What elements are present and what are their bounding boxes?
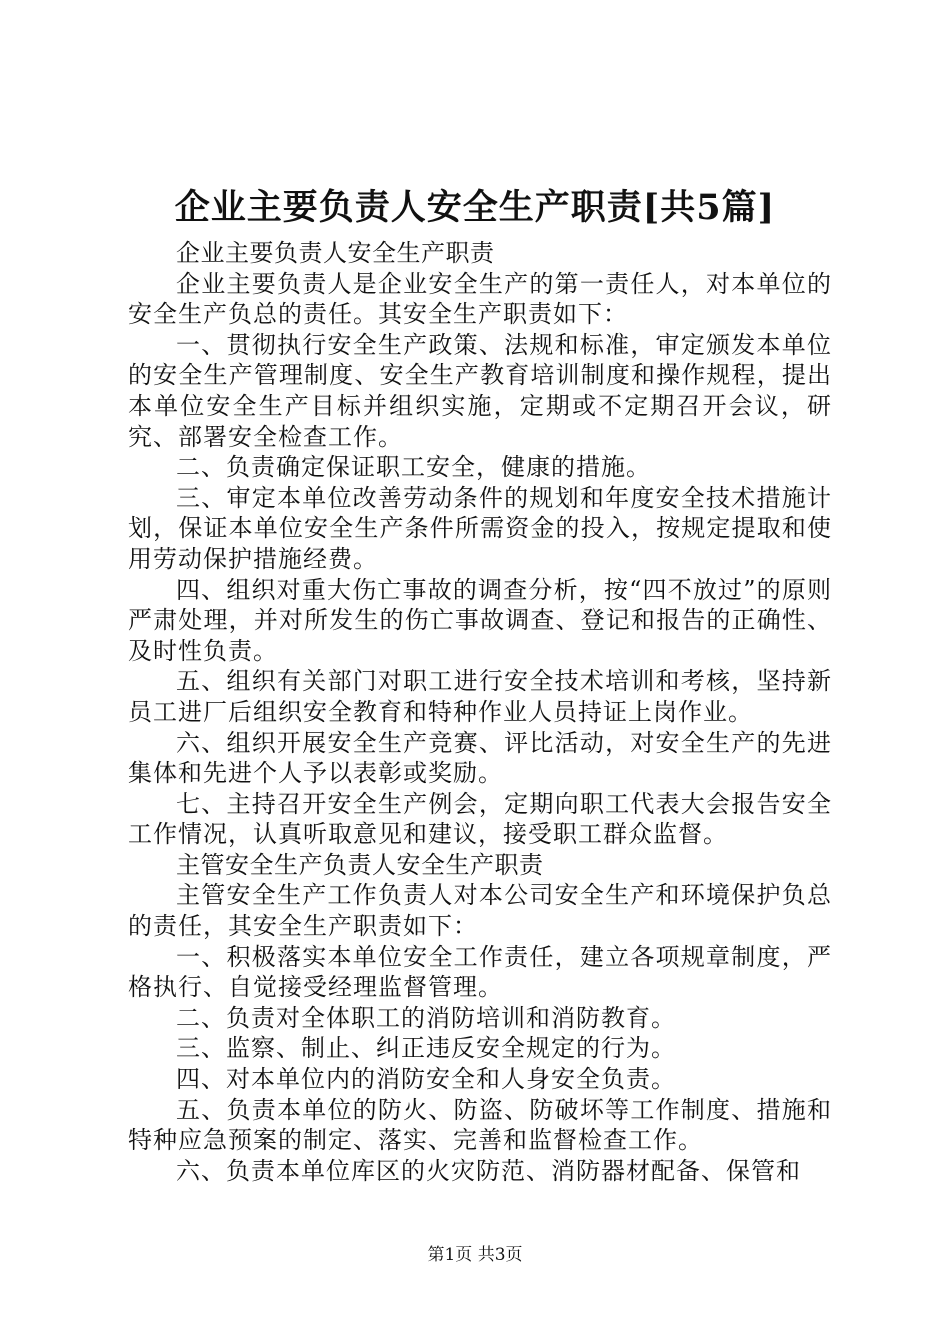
paragraph: 二、负责对全体职工的消防培训和消防教育。 (176, 1003, 676, 1032)
paragraph: 一、积极落实本单位安全工作责任，建立各项规章制度，严格执行、自觉接受经理监督管理。 (128, 942, 832, 1002)
paragraph: 五、组织有关部门对职工进行安全技术培训和考核，坚持新员工进厂后组织安全教育和特种作业人员持证上岗作业。 (128, 667, 832, 726)
section-heading: 主管安全生产负责人安全生产职责 (176, 850, 544, 879)
paragraph: 二、负责确定保证职工安全，健康的措施。 (176, 453, 651, 482)
paragraph: 企业主要负责人是企业安全生产的第一责任人，对本单位的安全生产负总的责任。其安全生产职责如下： (128, 269, 832, 329)
document-body (128, 238, 832, 1186)
page-footer: 第1页 共3页 (427, 1245, 523, 1265)
paragraph: 四、对本单位内的消防安全和人身安全负责。 (176, 1065, 676, 1094)
paragraph: 五、负责本单位的防火、防盗、防破坏等工作制度、措施和特种应急预案的制定、落实、完善和监督检查工作。 (128, 1095, 832, 1155)
paragraph: 六、负责本单位库区的火灾防范、消防器材配备、保管和 (176, 1156, 801, 1185)
section-heading: 企业主要负责人安全生产职责 (176, 239, 495, 267)
paragraph: 六、组织开展安全生产竞赛、评比活动，对安全生产的先进集体和先进个人予以表彰或奖励。 (128, 728, 832, 788)
paragraph: 一、贯彻执行安全生产政策、法规和标准，审定颁发本单位的安全生产管理制度、安全生产教育培训制度和操作规程，提出本单位安全生产目标并组织实施，定期或不定期召开会议，研究、部署安全检查工作。 (128, 330, 832, 451)
paragraph: 四、组织对重大伤亡事故的调查分析，按“四不放过”的原则严肃处理，并对所发生的伤亡事故调查、登记和报告的正确性、及时性负责。 (128, 575, 832, 665)
paragraph: 三、审定本单位改善劳动条件的规划和年度安全技术措施计划，保证本单位安全生产条件所需资金的投入，按规定提取和使用劳动保护措施经费。 (128, 483, 832, 573)
paragraph: 三、监察、制止、纠正违反安全规定的行为。 (176, 1034, 676, 1063)
paragraph: 主管安全生产工作负责人对本公司安全生产和环境保护负总的责任，其安全生产职责如下： (128, 881, 832, 941)
paragraph: 七、主持召开安全生产例会，定期向职工代表大会报告安全工作情况，认真听取意见和建议，接受职工群众监督。 (128, 789, 832, 849)
document-title: 企业主要负责人安全生产职责[共5篇] (174, 187, 776, 228)
